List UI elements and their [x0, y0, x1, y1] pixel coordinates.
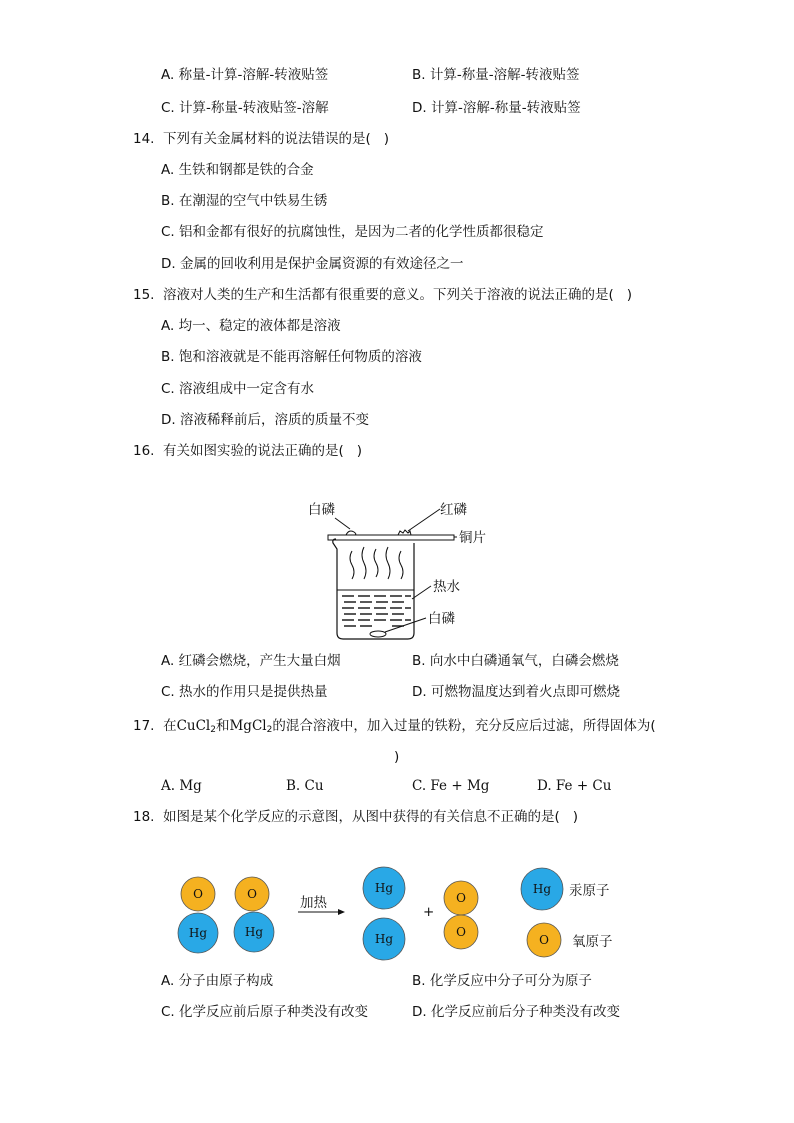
q17-sub-1: 2	[210, 725, 216, 735]
q13-option-a: A. 称量-计算-溶解-转液贴签	[161, 67, 329, 83]
copper-sheet	[328, 535, 454, 540]
q15-option-a: A. 均一、稳定的液体都是溶液	[161, 318, 341, 334]
reactant-molecule-2	[234, 877, 274, 952]
q15-option-b: B. 饱和溶液就是不能再溶解任何物质的溶液	[161, 349, 422, 365]
q17-option-a: A. Mg	[161, 778, 202, 794]
q13-option-c: C. 计算-称量-转液贴签-溶解	[161, 100, 329, 116]
q18-option-d: D. 化学反应前后分子种类没有改变	[412, 1004, 620, 1020]
label-white-phosphorus-top: 白磷	[308, 502, 335, 518]
q17-option-d: D. Fe + Cu	[537, 778, 612, 794]
arrow-label-heat: 加热	[300, 895, 327, 911]
reactant-molecule-1	[178, 877, 218, 953]
q16-stem: 16. 有关如图实验的说法正确的是( )	[133, 443, 362, 459]
q13-option-b: B. 计算-称量-溶解-转液贴签	[412, 67, 580, 83]
q15-option-d: D. 溶液稀释前后，溶质的质量不变	[161, 412, 369, 428]
q16-option-c: C. 热水的作用只是提供热量	[161, 684, 328, 700]
svg-text:Hg: Hg	[532, 882, 552, 896]
q14-option-c: C. 铝和金都有很好的抗腐蚀性，是因为二者的化学性质都很稳定	[161, 224, 544, 240]
q16-option-d: D. 可燃物温度达到着火点即可燃烧	[412, 684, 620, 700]
label-white-phosphorus-bottom: 白磷	[428, 611, 455, 627]
q14-option-a: A. 生铁和钢都是铁的合金	[161, 162, 314, 178]
svg-text:O: O	[456, 891, 466, 905]
product-mercury-atoms	[363, 867, 405, 960]
product-oxygen-molecule	[444, 881, 478, 949]
q17-text-3: 的混合溶液中，加入过量的铁粉，充分反应后过滤，所得固体为(	[272, 718, 656, 734]
svg-text:Hg: Hg	[374, 881, 394, 895]
svg-text:Hg: Hg	[374, 932, 394, 946]
label-red-phosphorus: 红磷	[440, 502, 467, 518]
q13-option-d: D. 计算-溶解-称量-转液贴签	[412, 100, 581, 116]
svg-text:O: O	[456, 925, 466, 939]
label-hot-water: 热水	[433, 579, 460, 595]
q15-option-c: C. 溶液组成中一定含有水	[161, 381, 315, 397]
q16-option-a: A. 红磷会燃烧，产生大量白烟	[161, 653, 341, 669]
q17-number: 17.	[133, 718, 155, 734]
q17-close-paren: )	[394, 749, 400, 765]
q17-text-2: 和MgCl	[215, 718, 267, 734]
legend-oxygen-label: 氧原子	[572, 934, 613, 950]
q17-text-1: 在CuCl	[163, 718, 211, 734]
white-phosphorus-on-sheet	[346, 531, 356, 535]
plus-sign: +	[423, 904, 435, 920]
hot-water	[342, 596, 411, 626]
beaker	[333, 539, 414, 639]
svg-text:O: O	[539, 933, 549, 947]
white-phosphorus-in-water	[370, 631, 386, 637]
label-copper-sheet: 铜片	[459, 530, 486, 546]
q14-stem: 14. 下列有关金属材料的说法错误的是( )	[133, 131, 389, 147]
q18-option-b: B. 化学反应中分子可分为原子	[412, 973, 592, 989]
q17-option-b: B. Cu	[286, 778, 324, 794]
q15-stem: 15. 溶液对人类的生产和生活都有很重要的意义。下列关于溶液的说法正确的是( )	[133, 287, 632, 303]
svg-text:O: O	[193, 887, 203, 901]
svg-text:O: O	[247, 887, 257, 901]
q17-sub-2: 2	[266, 725, 273, 735]
svg-text:Hg: Hg	[244, 925, 264, 939]
svg-text:Hg: Hg	[188, 926, 208, 940]
q18-option-a: A. 分子由原子构成	[161, 973, 274, 989]
q18-option-c: C. 化学反应前后原子种类没有改变	[161, 1004, 369, 1020]
q17-option-c: C. Fe + Mg	[412, 778, 490, 794]
q16-option-b: B. 向水中白磷通氧气，白磷会燃烧	[412, 653, 619, 669]
legend	[521, 868, 613, 957]
reaction-diagram	[170, 858, 640, 968]
beaker-experiment-figure	[300, 495, 520, 645]
q14-option-b: B. 在潮湿的空气中铁易生锈	[161, 193, 328, 209]
q17-stem	[133, 717, 656, 739]
q18-stem: 18. 如图是某个化学反应的示意图，从图中获得的有关信息不正确的是( )	[133, 809, 578, 825]
legend-mercury-label: 汞原子	[569, 883, 610, 899]
q14-option-d: D. 金属的回收利用是保护金属资源的有效途径之一	[161, 256, 464, 272]
